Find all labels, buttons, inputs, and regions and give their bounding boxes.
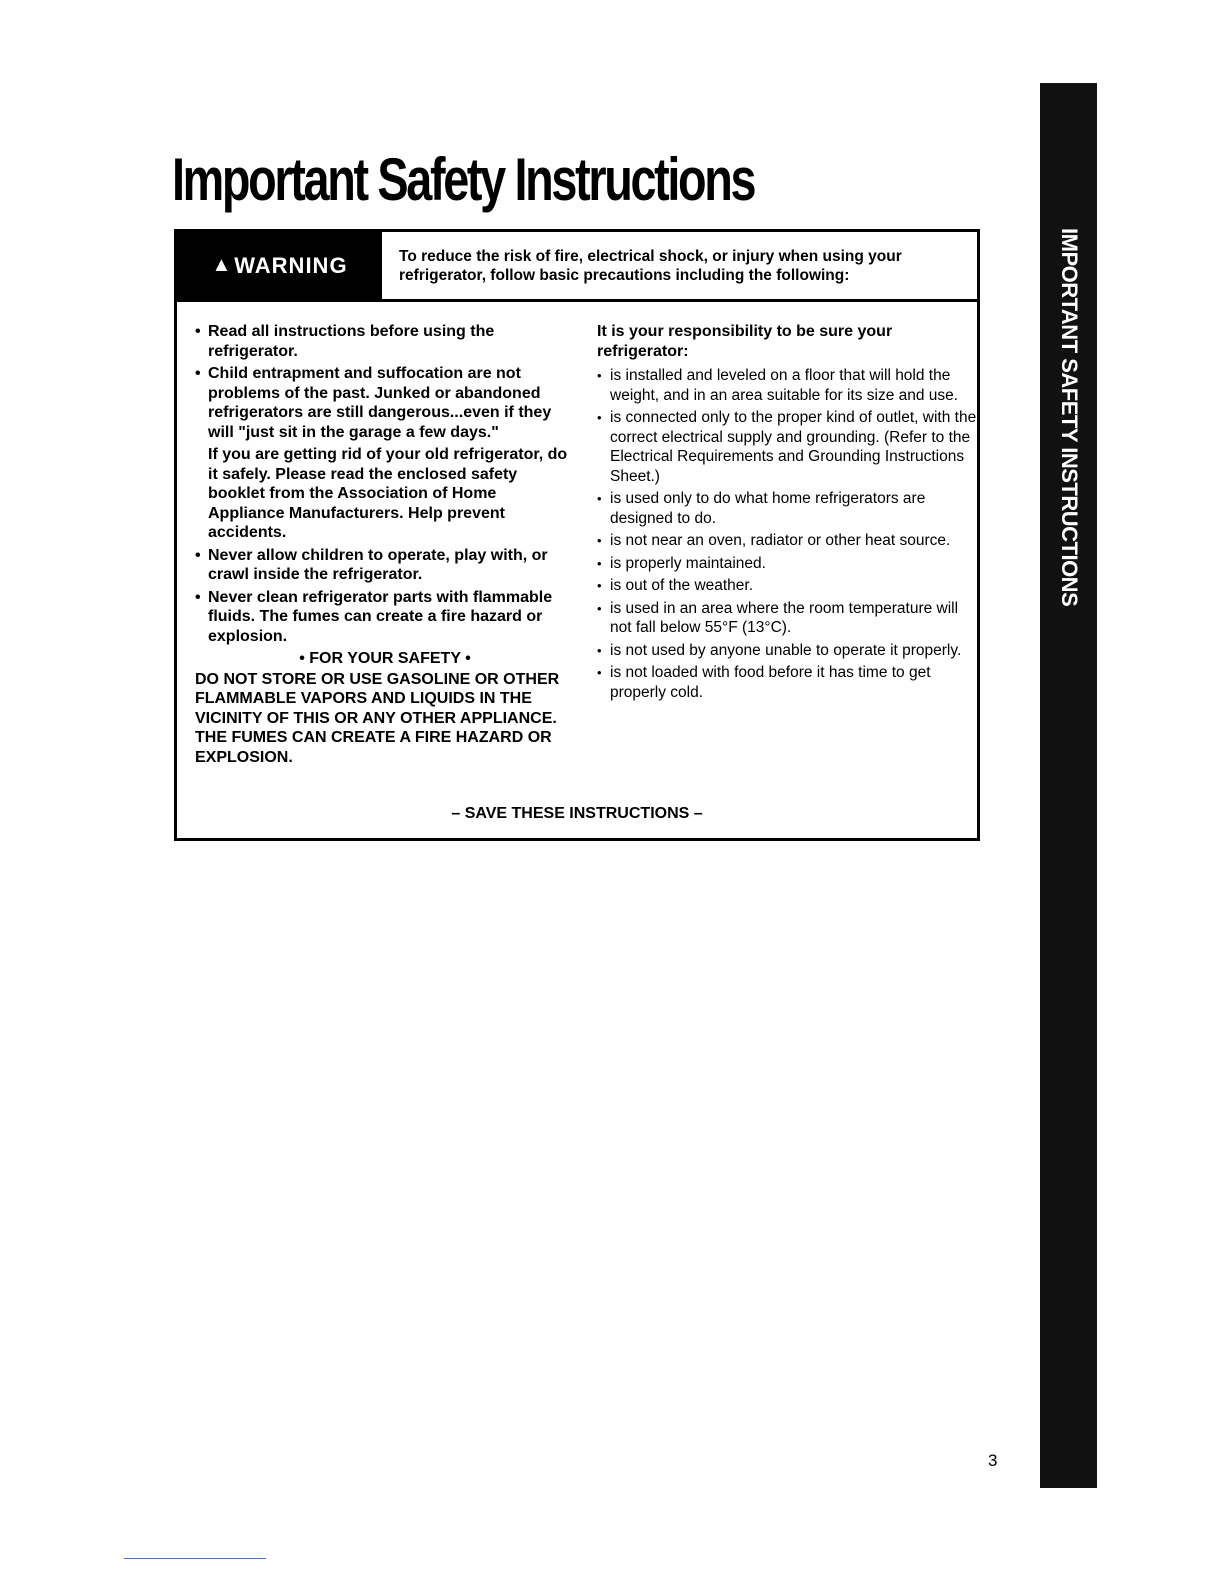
list-item: • is not loaded with food before it has time to get properly cold.: [597, 663, 977, 702]
warning-intro: To reduce the risk of fire, electrical shock, or injury when using your refrigerator, follow basic precautions including the following:: [399, 248, 902, 284]
list-item: • is not used by anyone unable to operate it properly.: [597, 641, 977, 661]
list-item-sub: If you are getting rid of your old refrigerator, do it safely. Please read the enclosed safety booklet from the Association of Home Appliance Manufacturers. Help prevent accidents.: [208, 446, 568, 541]
list-item: • is used in an area where the room temperature will not fall below 55°F (13°C).: [597, 599, 977, 638]
warning-label-text: WARNING: [234, 252, 348, 278]
list-item: • is installed and leveled on a floor that will hold the weight, and in an area suitable for its size and use.: [597, 366, 977, 405]
list-item: • is not near an oven, radiator or other heat source.: [597, 531, 977, 551]
warning-box: [174, 229, 980, 841]
safety-heading: • FOR YOUR SAFETY •: [299, 650, 471, 667]
save-instructions: – SAVE THESE INSTRUCTIONS –: [451, 805, 703, 822]
safety-text: DO NOT STORE OR USE GASOLINE OR OTHER FLAMMABLE VAPORS AND LIQUIDS IN THE VICINITY OF THIS OR ANY OTHER APPLIANCE. THE FUMES CAN CREATE A FIRE HAZARD OR EXPLOSION.: [195, 670, 560, 766]
responsibility-heading: It is your responsibility to be sure your refrigerator:: [597, 323, 893, 360]
warning-header: [177, 232, 977, 302]
list-item: • Never allow children to operate, play with, or crawl inside the refrigerator.: [195, 546, 575, 585]
page-title: Important Safety Instructions: [172, 146, 755, 213]
list-item: • Never clean refrigerator parts with flammable fluids. The fumes can create a fire hazard or explosion.: [195, 588, 575, 647]
footer-rule: [124, 1558, 266, 1559]
side-tab-label: IMPORTANT SAFETY INSTRUCTIONS: [1057, 228, 1082, 607]
warning-label: [177, 232, 382, 299]
warning-triangle-icon: ▲: [211, 254, 233, 276]
left-column: [195, 322, 575, 767]
right-column: [597, 322, 977, 705]
page-number: 3: [988, 1451, 998, 1470]
list-item: • is properly maintained.: [597, 554, 977, 574]
list-item: • is connected only to the proper kind of outlet, with the correct electrical supply and grounding. (Refer to the Electrical Requirements and Grounding Instructions Sheet.): [597, 408, 977, 486]
list-item: • Read all instructions before using the refrigerator.: [195, 322, 575, 361]
list-item: • is out of the weather.: [597, 576, 977, 596]
list-item: • is used only to do what home refrigerators are designed to do.: [597, 489, 977, 528]
list-item: • Child entrapment and suffocation are not problems of the past. Junked or abandoned refrigerators are still dangerous...even if they will "just sit in the garage a few days.": [195, 364, 575, 442]
